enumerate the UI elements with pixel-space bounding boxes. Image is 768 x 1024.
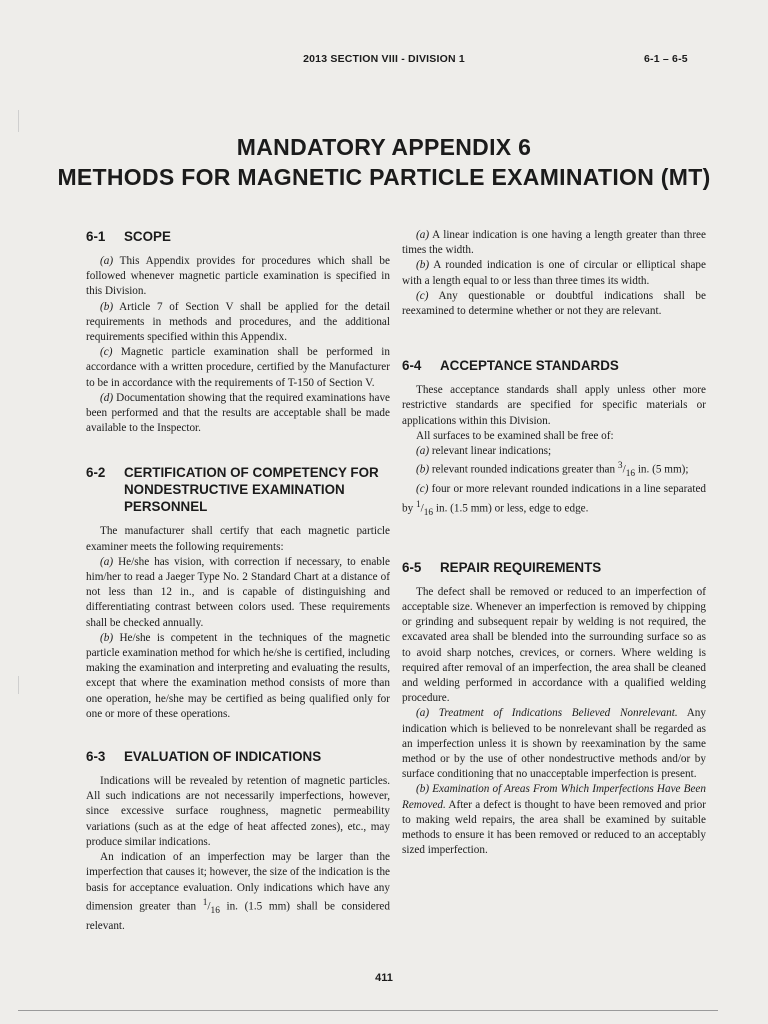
paragraph-text: Magnetic particle examination shall be performed in accordance with a written procedure, certified by the Manufacturer to be in accordance with the requirements of T-150 of Section V. bbox=[86, 346, 390, 389]
section-title: CERTIFICATION OF COMPETENCY FOR NONDESTRUCTIVE EXAMINATION PERSONNEL bbox=[124, 465, 379, 515]
appendix-title-line1: MANDATORY APPENDIX 6 bbox=[236, 134, 532, 160]
paragraph-subtitle: Treatment of Indications Believed Nonrelevant. bbox=[438, 707, 678, 720]
paragraph-text: Any indication which is believed to be nonrelevant shall be regarded as an imperfection unless it is shown by reexamination by the same method or by the use of other nondestructive methods and/or by surface conditioning that no unacceptable imperfection is present. bbox=[402, 707, 706, 781]
item-label: (a) bbox=[100, 555, 114, 568]
item-label: (a) bbox=[416, 229, 430, 241]
item-label: (b) bbox=[416, 463, 430, 476]
paragraph-text: An indication of an imperfection may be larger than the imperfection that causes it; however, the size of the indication is the basis for acceptance evaluation. Only indications which have any dimension greater than bbox=[86, 851, 391, 913]
paragraph bbox=[86, 555, 390, 631]
section-heading bbox=[86, 748, 390, 765]
paragraph-subtitle: Examination of Areas From Which Imperfections Have Been Removed. bbox=[402, 783, 706, 811]
section-number: 6-5 bbox=[402, 559, 422, 575]
section-title: REPAIR REQUIREMENTS bbox=[440, 559, 602, 575]
paragraph-text: four or more relevant rounded indications in a line separated by bbox=[402, 483, 706, 515]
item-label: (a) bbox=[416, 445, 430, 458]
item-label: (a) bbox=[416, 707, 430, 720]
page-number: 411 bbox=[375, 972, 393, 984]
paragraph-text: He/she has vision, with correction if necessary, to enable him/her to read a Jaeger Type No. 2 Standard Chart at a distance of not less than 12 in., and is capable of distinguishing and differentiating contrast between colors used. These requirements shall be checked annually. bbox=[86, 555, 391, 629]
paragraph: The manufacturer shall certify that each magnetic particle examiner meets the following requirements: bbox=[86, 525, 390, 553]
paragraph bbox=[86, 391, 390, 437]
fraction-numerator: 1 bbox=[202, 897, 208, 908]
paragraph-text: Any questionable or doubtful indications shall be reexamined to determine whether or not they are relevant. bbox=[402, 289, 706, 318]
paragraph bbox=[402, 258, 706, 288]
paragraph-text: A linear indication is one having a length greater than three times the width. bbox=[402, 229, 706, 257]
item-label: (c) bbox=[100, 346, 113, 359]
section-heading bbox=[402, 559, 706, 576]
page-range: 6-1 – 6-5 bbox=[644, 53, 688, 65]
paragraph: These acceptance standards shall apply unless other more restrictive standards are specified for specific materials or applications within this Division. bbox=[402, 384, 706, 427]
right-column bbox=[402, 228, 706, 858]
margin-mark bbox=[18, 676, 19, 694]
section-heading bbox=[86, 464, 390, 515]
paragraph bbox=[402, 706, 706, 782]
paragraph: An indication of an imperfection may be larger than the imperfection that causes it; however, the size of the indication is the basis for acceptance evaluation. Only indications which have any dimension greater than $^1/_{16}$ in. (1.5 mm) shall be considered relevant. bbox=[86, 851, 391, 932]
paragraph-text: in. (1.5 mm) shall be considered relevant. bbox=[86, 900, 390, 932]
fraction-numerator: 3 bbox=[617, 461, 623, 472]
section-number: 6-2 bbox=[86, 465, 106, 481]
fraction-numerator: 1 bbox=[415, 499, 421, 510]
section-number: 6-3 bbox=[86, 749, 106, 765]
paragraph: (c) four or more relevant rounded indications in a line separated by $^1/_{16}$ in. (1.5 mm) or less, edge to edge. bbox=[402, 483, 706, 518]
item-label: (b) bbox=[416, 259, 430, 272]
paragraph-text: This Appendix provides for procedures which shall be followed whenever magnetic particle examination is specified in this Division. bbox=[86, 255, 390, 298]
paragraph-text: A rounded indication is one of circular or elliptical shape with a length equal to or less than three times its width. bbox=[402, 259, 706, 287]
bottom-rule bbox=[18, 1010, 718, 1011]
paragraph bbox=[86, 254, 390, 300]
section-title: ACCEPTANCE STANDARDS bbox=[440, 358, 619, 374]
paragraph-text: Article 7 of Section V shall be applied for the detail requirements in methods and procedures, and the additional requirements specified within this Appendix. bbox=[86, 300, 390, 344]
paragraph bbox=[402, 228, 706, 258]
item-label: (b) bbox=[100, 300, 114, 313]
left-column bbox=[86, 228, 390, 934]
section-title: EVALUATION OF INDICATIONS bbox=[124, 749, 322, 765]
section-number: 6-4 bbox=[402, 358, 422, 374]
paragraph bbox=[402, 444, 706, 459]
paragraph-text: Documentation showing that the required examinations have been performed and that the results are acceptable shall be made available to the Inspector. bbox=[86, 391, 391, 435]
item-label: (a) bbox=[100, 255, 114, 267]
paragraph: Indications will be revealed by retention of magnetic particles. All such indications are not necessarily imperfections, however, since excessive surface roughness, magnetic permeability variations (such as at the edge of heat affected zones), etc., may produce similar indications. bbox=[86, 775, 390, 848]
appendix-title bbox=[0, 132, 768, 192]
paragraph bbox=[86, 631, 390, 722]
paragraph-text: After a defect is thought to have been removed and prior to making weld repairs, the area shall be examined by suitable methods to ensure it has been removed or reduced to an acceptably sized imperfection. bbox=[402, 798, 706, 857]
item-label: (c) bbox=[416, 483, 429, 496]
running-header: 2013 SECTION VIII - DIVISION 1 bbox=[303, 53, 465, 65]
paragraph: All surfaces to be examined shall be free of: bbox=[416, 429, 614, 442]
paragraph: (b) relevant rounded indications greater than $^3/_{16}$ in. (5 mm); bbox=[416, 461, 689, 480]
section-title: SCOPE bbox=[124, 229, 171, 244]
paragraph-text: in. (1.5 mm) or less, edge to edge. bbox=[433, 502, 589, 515]
item-label: (b) bbox=[100, 631, 114, 644]
item-label: (d) bbox=[100, 391, 114, 404]
fraction-denominator: 16 bbox=[423, 507, 434, 518]
item-label: (b) bbox=[416, 783, 430, 796]
paragraph: The defect shall be removed or reduced to an imperfection of acceptable size. Whenever an imperfection is removed by chipping or grinding and subsequent repair by welding is not required, the excavated area shall be blended into the surrounding surface so as to avoid sharp notches, crevices, or corners. Where welding is required after removal of an imperfection, the area shall be cleaned and welding performed in accordance with a qualified welding procedure. bbox=[402, 585, 706, 705]
section-heading bbox=[402, 357, 706, 374]
paragraph bbox=[402, 289, 706, 319]
margin-mark bbox=[18, 110, 19, 132]
paragraph bbox=[86, 345, 390, 391]
section-heading bbox=[86, 228, 390, 245]
fraction-denominator: 16 bbox=[210, 905, 220, 916]
appendix-title-line2: METHODS FOR MAGNETIC PARTICLE EXAMINATION (MT) bbox=[57, 164, 711, 190]
paragraph bbox=[402, 782, 706, 858]
paragraph-text: He/she is competent in the techniques of the magnetic particle examination method for which he/she is certified, including making the examination and interpreting and evaluating the results, except that where the examination method consists of more than one operation, he/she may be certified as being qualified only for one or more of these operations. bbox=[86, 631, 391, 720]
paragraph-text: in. (5 mm); bbox=[635, 463, 689, 476]
fraction-denominator: 16 bbox=[625, 469, 636, 480]
paragraph bbox=[86, 300, 390, 346]
section-number: 6-1 bbox=[86, 229, 106, 244]
paragraph-text: relevant linear indications; bbox=[431, 445, 552, 458]
paragraph-text: relevant rounded indications greater than bbox=[431, 463, 618, 476]
item-label: (c) bbox=[416, 289, 429, 302]
